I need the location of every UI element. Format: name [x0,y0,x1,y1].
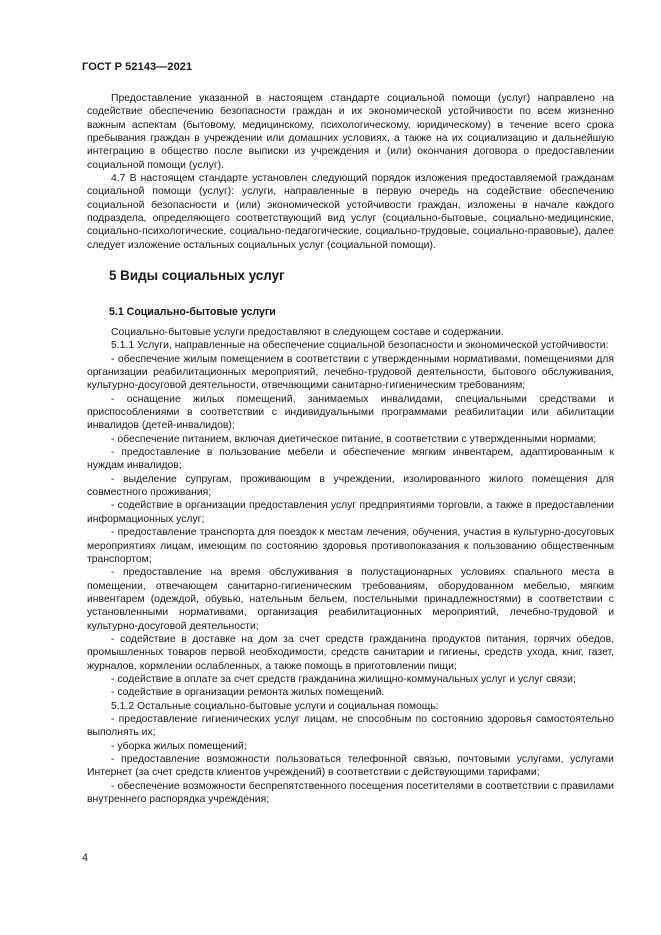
list-item: - предоставление транспорта для поездок к местам лечения, обучения, участия в культурно-досуговых мероприятиях лицам, имеющим по состоянию здоровья противопоказания к пользованию общественным транспортом; [87,527,614,565]
list-item: - предоставление возможности пользоваться телефонной связью, почтовыми услугами, услугами Интернет (за счет средств клиентов учреждений) в соответствии с действующими тарифами; [87,754,614,779]
list-item: - предоставление гигиенических услуг лицам, не способным по состоянию здоровья самостоятельно выполнять их; [87,713,614,739]
list-item: - обеспечение возможности беспрепятственного посещения посетителями в соответствии с правилами внутреннего распорядка учреждения; [87,780,614,806]
clause-heading: 5.1.2 Остальные социально-бытовые услуги и социальная помощь: [111,700,439,712]
paragraph: Социально-бытовые услуги предоставляют в следующем составе и содержании. [111,327,504,338]
intro-paragraph: Предоставление указанной в настоящем стандарте социальной помощи (услуг) направлено на содействие обеспечению безопасности граждан и их экономической устойчивости по всем жизненно важным аспектам (бытовому, медицинскому, психологическому, юридическому) в течение всего срока пребывания граждан в учреждении или домашних условиях, а также на их социализацию и дальнейшую интеграцию в общество после выписки из учреждения и (или) окончания договора о предоставлении социальной помощи (услуг). [87,93,614,171]
content-block [87,326,614,806]
intro-block [87,92,614,252]
subsection-heading: 5.1 Социально-бытовые услуги [109,306,276,318]
list-item: - уборка жилых помещений; [111,740,247,752]
clause-heading: 5.1.1 Услуги, направленные на обеспечение социальной безопасности и экономической устойчивости: [111,340,609,352]
list-item: - выделение супругам, проживающим в учреждении, изолированного жилого помещения для совместного проживания; [87,473,614,499]
list-item: - предоставление на время обслуживания в полустационарных условиях спального места в помещении, отвечающем санитарно-гигиеническим требованиям, оборудованном мебелью, мягким инвентарем (одеждой, обувью, нательным бельем, постельными принадлежностями) в соответствии с установленными нормативами, организация реабилитационных мероприятий, лечебно-трудовой и культурно-досуговой деятельности; [87,567,614,632]
list-item: - содействие в организации ремонта жилых помещений. [111,687,385,699]
list-item: - содействие в доставке на дом за счет средств гражданина продуктов питания, горячих обедов, промышленных товаров первой необходимости, средств санитарии и гигиены, средств ухода, книг, газет, журналов, кормлении ослабленных, а также помощь в приготовлении пищи; [87,633,614,672]
list-item: - содействие в организации предоставления услуг предприятиями торговли, а также в предоставлении информационных услуг; [87,500,614,525]
list-item: - оснащение жилых помещений, занимаемых инвалидами, специальными средствами и приспособлениями в соответствии с индивидуальными программами реабилитации или абилитации инвалидов (детей-инвалидов); [87,393,614,432]
section-heading: 5 Виды социальных услуг [109,268,285,283]
document-header: ГОСТ Р 52143—2021 [82,61,193,73]
page-number: 4 [82,852,88,864]
intro-paragraph: 4.7 В настоящем стандарте установлен следующий порядок изложения предоставляемой гражданам социальной помощи (услуг): услуги, направленные в первую очередь на содействие обеспечению социальной безопасности и (или) экономической устойчивости граждан, изложены в начале каждого подраздела, определяющего соответствующий вид услуг (социально-бытовые, социально-медицинские, социально-психологические, социально-педагогические, социально-трудовые, социально-правовые), далее следует изложение остальных социальных услуг (социальной помощи). [87,173,614,251]
list-item: - содействие в оплате за счет средств гражданина жилищно-коммунальных услуг и услуг связи; [111,673,576,685]
list-item: - обеспечение жилым помещением в соответствии с утвержденными нормативами, помещениями для организации реабилитационных мероприятий, лечебно-трудовой деятельности, бытового обслуживания, культурно-досуговой деятельности, отвечающими санитарно-гигиеническим требованиям; [87,353,614,392]
list-item: - предоставление в пользование мебели и обеспечение мягким инвентарем, адаптированным к нуждам инвалидов; [87,447,614,472]
list-item: - обеспечение питанием, включая диетическое питание, в соответствии с утвержденными нормами; [111,433,597,445]
